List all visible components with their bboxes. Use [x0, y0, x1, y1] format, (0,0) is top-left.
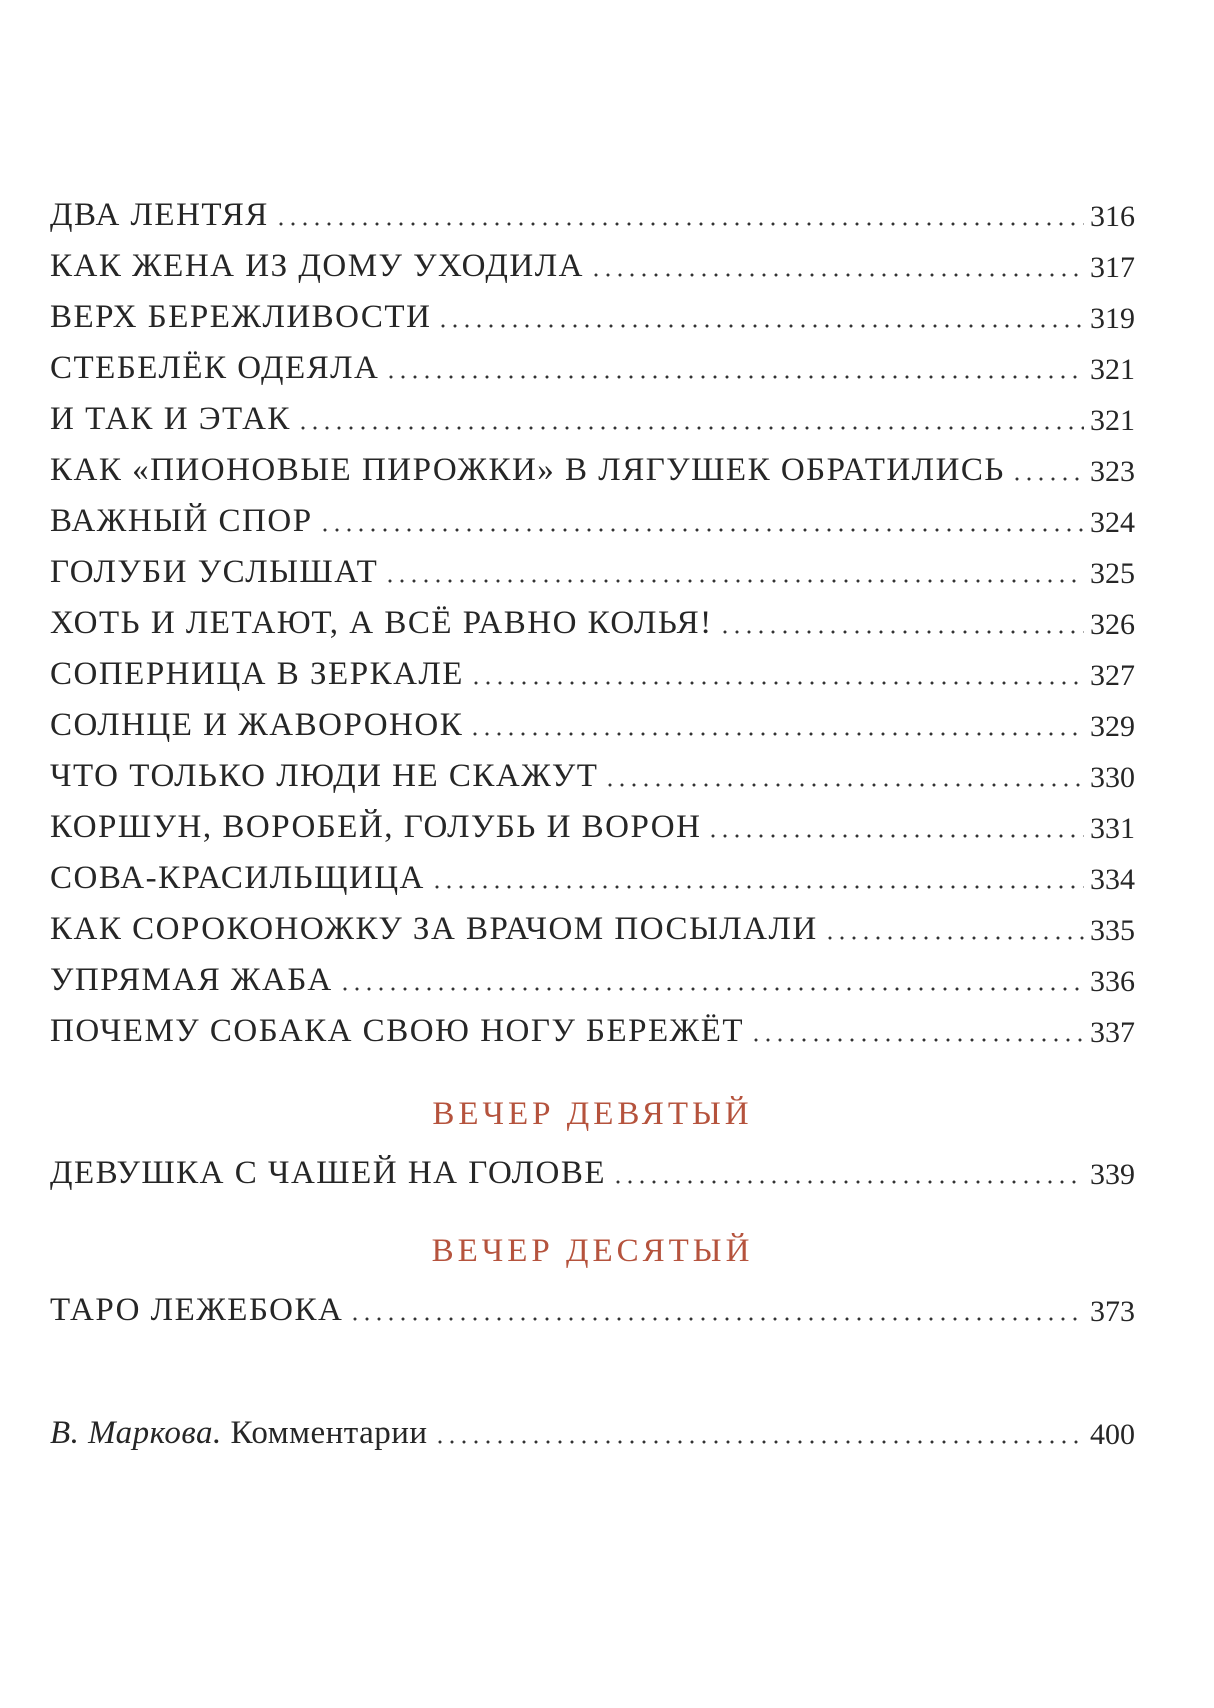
dot-leader [590, 271, 1084, 279]
toc-entry-title: КАК «ПИОНОВЫЕ ПИРОЖКИ» В ЛЯГУШЕК ОБРАТИЛИСЬ [50, 452, 1005, 488]
toc-entry[interactable] [50, 435, 1135, 487]
commentary-author: В. Маркова. [50, 1415, 222, 1451]
toc-entry-page: 323 [1090, 455, 1135, 488]
toc-entry[interactable] [50, 1275, 1135, 1327]
toc-entry[interactable] [50, 333, 1135, 385]
dot-leader [469, 730, 1084, 738]
toc-entry[interactable] [50, 282, 1135, 334]
toc-entry[interactable] [50, 945, 1135, 997]
toc-entry-page: 317 [1090, 251, 1135, 284]
toc-entry[interactable] [50, 843, 1135, 895]
toc-entry-title: СОПЕРНИЦА В ЗЕРКАЛЕ [50, 656, 464, 692]
dot-leader [339, 985, 1084, 993]
toc-entry-title: ГОЛУБИ УСЛЫШАТ [50, 554, 379, 590]
toc-entry[interactable] [50, 1138, 1135, 1190]
toc-entry[interactable] [50, 639, 1135, 691]
toc-entry-title: ВЕРХ БЕРЕЖЛИВОСТИ [50, 299, 432, 335]
dot-leader [719, 628, 1084, 636]
dot-leader [297, 424, 1084, 432]
dot-leader [275, 220, 1084, 228]
toc-entry-page: 316 [1090, 200, 1135, 233]
toc-entry-title: ТАРО ЛЕЖЕБОКА [50, 1292, 344, 1328]
toc-entry-title: СОВА-КРАСИЛЬЩИЦА [50, 860, 425, 896]
dot-leader [437, 322, 1084, 330]
toc-entry[interactable] [50, 792, 1135, 844]
toc-entry-page: 324 [1090, 506, 1135, 539]
dot-leader [431, 883, 1084, 891]
toc-entry-title: КОРШУН, ВОРОБЕЙ, ГОЛУБЬ И ВОРОН [50, 809, 702, 845]
toc-entry-title: СОЛНЦЕ И ЖАВОРОНОК [50, 707, 464, 743]
toc-entry-title: КАК ЖЕНА ИЗ ДОМУ УХОДИЛА [50, 248, 584, 284]
toc-entry-title: УПРЯМАЯ ЖАБА [50, 962, 333, 998]
section-heading-evening-ten: ВЕЧЕР ДЕСЯТЫЙ [431, 1233, 754, 1269]
toc-entry[interactable] [50, 486, 1135, 538]
dot-leader [434, 1438, 1084, 1446]
dot-leader [470, 679, 1084, 687]
toc-entry-page: 319 [1090, 302, 1135, 335]
toc-entry-page: 321 [1090, 404, 1135, 437]
toc-entry[interactable] [50, 894, 1135, 946]
dot-leader [604, 781, 1084, 789]
table-of-contents [50, 0, 1135, 1708]
toc-entry-page: 400 [1090, 1418, 1135, 1451]
toc-entry[interactable] [50, 384, 1135, 436]
toc-entry-title: КАК СОРОКОНОЖКУ ЗА ВРАЧОМ ПОСЫЛАЛИ [50, 911, 818, 947]
toc-entry-page: 326 [1090, 608, 1135, 641]
toc-entry-title: СТЕБЕЛЁК ОДЕЯЛА [50, 350, 380, 386]
toc-entry-title: И ТАК И ЭТАК [50, 401, 291, 437]
toc-entry-page: 335 [1090, 914, 1135, 947]
toc-entry-title: ХОТЬ И ЛЕТАЮТ, А ВСЁ РАВНО КОЛЬЯ! [50, 605, 713, 641]
toc-entry-page: 334 [1090, 863, 1135, 896]
toc-entry-page: 321 [1090, 353, 1135, 386]
toc-entry-page: 373 [1090, 1295, 1135, 1328]
toc-entry-page: 325 [1090, 557, 1135, 590]
dot-leader [707, 832, 1084, 840]
toc-entry[interactable] [50, 537, 1135, 589]
dot-leader [612, 1178, 1084, 1186]
toc-entry-title: ЧТО ТОЛЬКО ЛЮДИ НЕ СКАЖУТ [50, 758, 599, 794]
dot-leader [349, 1315, 1084, 1323]
toc-entry[interactable] [50, 741, 1135, 793]
toc-entry-page: 330 [1090, 761, 1135, 794]
toc-entry-title: ДВА ЛЕНТЯЯ [50, 197, 269, 233]
toc-entry[interactable] [50, 996, 1135, 1048]
toc-entry[interactable] [50, 588, 1135, 640]
toc-entry-page: 339 [1090, 1158, 1135, 1191]
toc-entry-page: 327 [1090, 659, 1135, 692]
toc-entry[interactable] [50, 180, 1135, 232]
toc-entry[interactable] [50, 231, 1135, 283]
toc-entry-page: 337 [1090, 1016, 1135, 1049]
toc-entry-page: 336 [1090, 965, 1135, 998]
dot-leader [1011, 475, 1084, 483]
toc-entry[interactable] [50, 690, 1135, 742]
dot-leader [385, 373, 1084, 381]
dot-leader [319, 526, 1084, 534]
toc-entry-page: 329 [1090, 710, 1135, 743]
commentary-label: Комментарии [230, 1415, 428, 1451]
dot-leader [384, 577, 1084, 585]
toc-entry-page: 331 [1090, 812, 1135, 845]
section-heading-evening-nine: ВЕЧЕР ДЕВЯТЫЙ [432, 1096, 753, 1132]
dot-leader [750, 1036, 1084, 1044]
toc-entry-title: ВАЖНЫЙ СПОР [50, 503, 313, 539]
toc-entry-title: ПОЧЕМУ СОБАКА СВОЮ НОГУ БЕРЕЖЁТ [50, 1013, 745, 1049]
toc-entry-title: ДЕВУШКА С ЧАШЕЙ НА ГОЛОВЕ [50, 1155, 607, 1191]
toc-entry-commentary[interactable] [50, 1398, 1135, 1450]
dot-leader [824, 934, 1084, 942]
commentary-title [50, 1417, 428, 1450]
